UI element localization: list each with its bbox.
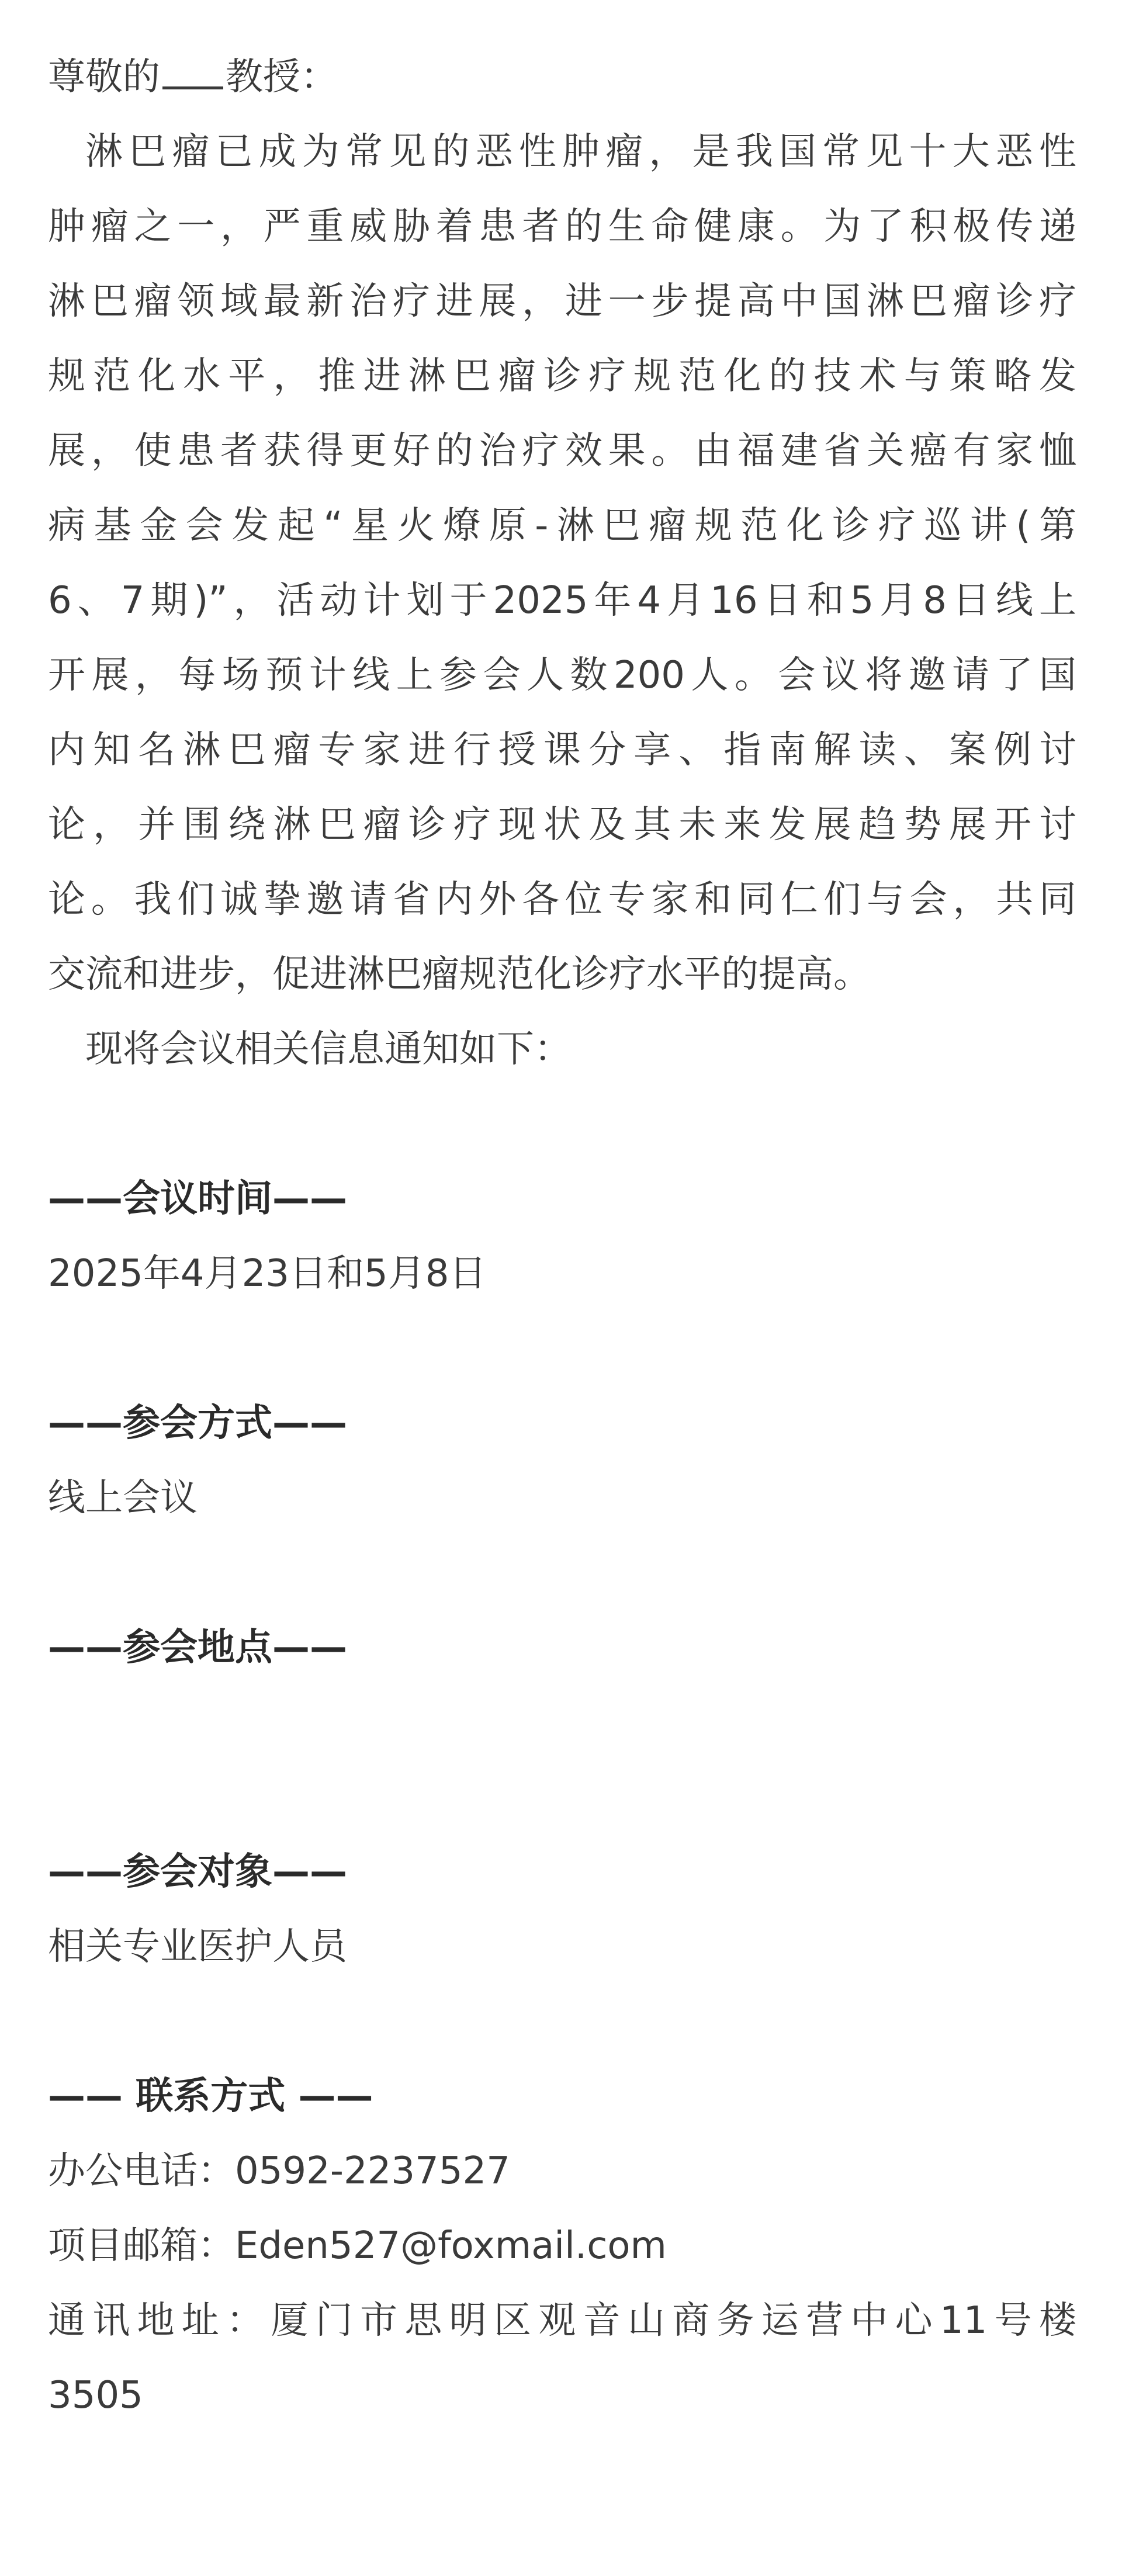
section-value-audience: 相关专业医护人员: [48, 1925, 347, 1968]
greeting-suffix: 教授：: [226, 56, 338, 99]
intro-paragraph-line: 病基金会发起“星火燎原-淋巴瘤规范化诊疗巡讲(第: [48, 504, 1076, 547]
section-value-time: 2025年4月23日和5月8日: [48, 1252, 487, 1295]
intro-paragraph-line: 淋巴瘤已成为常见的恶性肿瘤，是我国常见十大恶性: [85, 130, 1076, 174]
spacer: [48, 1535, 1076, 1610]
invitation-letter: [48, 40, 1076, 2433]
intro-paragraph-line: 开展，每场预计线上参会人数200人。会议将邀请了国: [48, 654, 1076, 697]
section-heading-contact: —— 联系方式 ——: [48, 2075, 373, 2118]
intro-paragraph-line: 论。我们诚挚邀请省内外各位专家和同仁们与会，共同: [48, 878, 1076, 921]
contact-phone: 办公电话：0592-2237527: [48, 2149, 510, 2193]
intro-paragraph-line: 内知名淋巴瘤专家进行授课分享、指南解读、案例讨: [48, 729, 1076, 772]
intro-paragraph-line: 规范化水平，推进淋巴瘤诊疗规范化的技术与策略发: [48, 355, 1076, 398]
intro-paragraph-line: 6、7期)”，活动计划于2025年4月16日和5月8日线上: [48, 579, 1076, 622]
greeting-line: [48, 40, 1076, 115]
section-heading-location: ——参会地点——: [48, 1626, 347, 1669]
spacer: [48, 1311, 1076, 1386]
intro-paragraph-line: 肿瘤之一，严重威胁着患者的生命健康。为了积极传递: [48, 205, 1076, 248]
section-heading-mode: ——参会方式——: [48, 1402, 347, 1445]
spacer: [48, 1087, 1076, 1162]
intro-paragraph-line: 淋巴瘤领域最新治疗进展，进一步提高中国淋巴瘤诊疗: [48, 280, 1076, 323]
contact-email: 项目邮箱：Eden527@foxmail.com: [48, 2224, 667, 2268]
spacer: [48, 1685, 1076, 1835]
greeting-prefix: 尊敬的: [48, 56, 160, 99]
spacer: [48, 1984, 1076, 2059]
contact-address: 通讯地址：厦门市思明区观音山商务运营中心11号楼: [48, 2299, 1076, 2342]
section-heading-audience: ——参会对象——: [48, 1850, 347, 1894]
contact-address-continued: 3505: [48, 2374, 143, 2417]
intro-paragraph-line: 论，并围绕淋巴瘤诊疗现状及其未来发展趋势展开讨: [48, 803, 1076, 847]
section-value-mode: 线上会议: [48, 1476, 198, 1520]
name-blank: [162, 53, 223, 89]
section-heading-time: ——会议时间——: [48, 1177, 347, 1221]
intro-paragraph-line: 交流和进步，促进淋巴瘤规范化诊疗水平的提高。: [48, 953, 871, 996]
intro-paragraph-line: 展，使患者获得更好的治疗效果。由福建省关癌有家恤: [48, 429, 1076, 473]
notice-line: 现将会议相关信息通知如下：: [85, 1028, 572, 1071]
